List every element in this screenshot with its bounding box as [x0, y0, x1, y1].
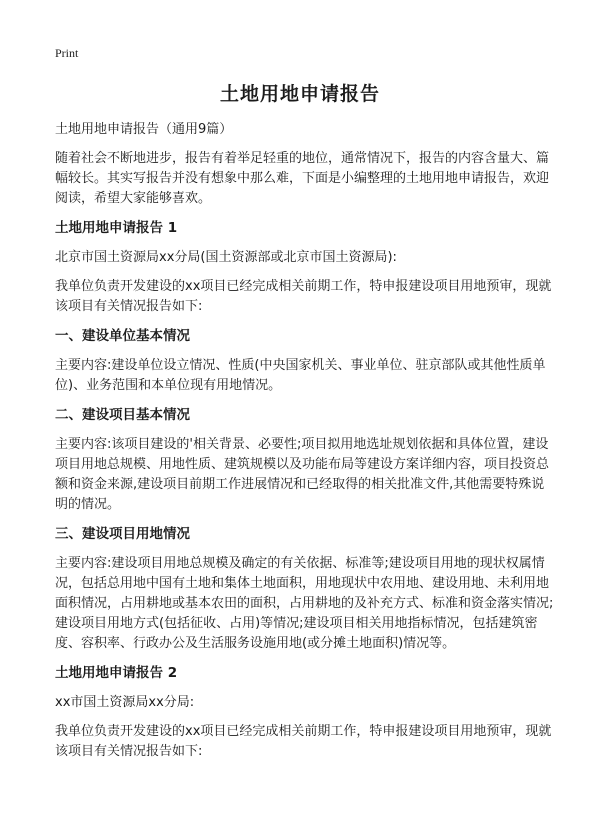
document-body [55, 120, 556, 771]
report-2-heading: 土地用地申请报告 2 [55, 665, 178, 681]
print-link[interactable]: Print [55, 46, 79, 60]
report-1-addressee: 北京市国土资源局xx分局(国土资源部或北京市国土资源局): [55, 250, 397, 265]
section-3-body: 主要内容:建设项目用地总规模及确定的有关依据、标准等;建设项目用地的现状权属情况，包括总用地中国有土地和集体土地面积，用地现状中农用地、建设用地、未利用地面积情况，占用耕地或基本农田的面积，占用耕地的及补充方式、标准和资金落实情况;建设项目用地方式(包括征收、占用)等情况;建设项目相关用地指标情况，包括建筑密度、容积率、行政办公及生活服务设施用地(或分摊土地面积)情况等。 [55, 556, 554, 651]
intro-paragraph: 随着社会不断地进步，报告有着举足轻重的地位，通常情况下，报告的内容含量大、篇幅较长。其实写报告并没有想象中那么难，下面是小编整理的土地用地申请报告，欢迎阅读，希望大家能够喜欢。 [55, 151, 550, 206]
section-2-body: 主要内容:该项目建设的'相关背景、必要性;项目拟用地选址规划依据和具体位置，建设项目用地总规模、用地性质、建筑规模以及功能布局等建设方案详细内容，项目投资总额和资金来源,建设项目前期工作进展情况和已经取得的相关批准文件,其他需要特殊说明的情况。 [55, 437, 550, 512]
page-title: 土地用地申请报告 [219, 83, 380, 105]
document-subtitle: 土地用地申请报告（通用9篇） [55, 122, 233, 137]
section-3-heading: 三、建设项目用地情况 [55, 526, 190, 542]
section-1-body: 主要内容:建设单位设立情况、性质(中央国家机关、事业单位、驻京部队或其他性质单位)、业务范围和本单位现有用地情况。 [55, 358, 546, 393]
report-1-opening: 我单位负责开发建设的xx项目已经完成相关前期工作，特申报建设项目用地预审，现就该项目有关情况报告如下: [55, 279, 552, 314]
report-2-opening: 我单位负责开发建设的xx项目已经完成相关前期工作，特申报建设项目用地预审，现就该项目有关情况报告如下: [55, 724, 552, 759]
report-1-heading: 土地用地申请报告 1 [55, 220, 178, 236]
report-2-addressee: xx市国土资源局xx分局: [55, 695, 195, 710]
section-2-heading: 二、建设项目基本情况 [55, 407, 190, 423]
section-1-heading: 一、建设单位基本情况 [55, 328, 190, 344]
